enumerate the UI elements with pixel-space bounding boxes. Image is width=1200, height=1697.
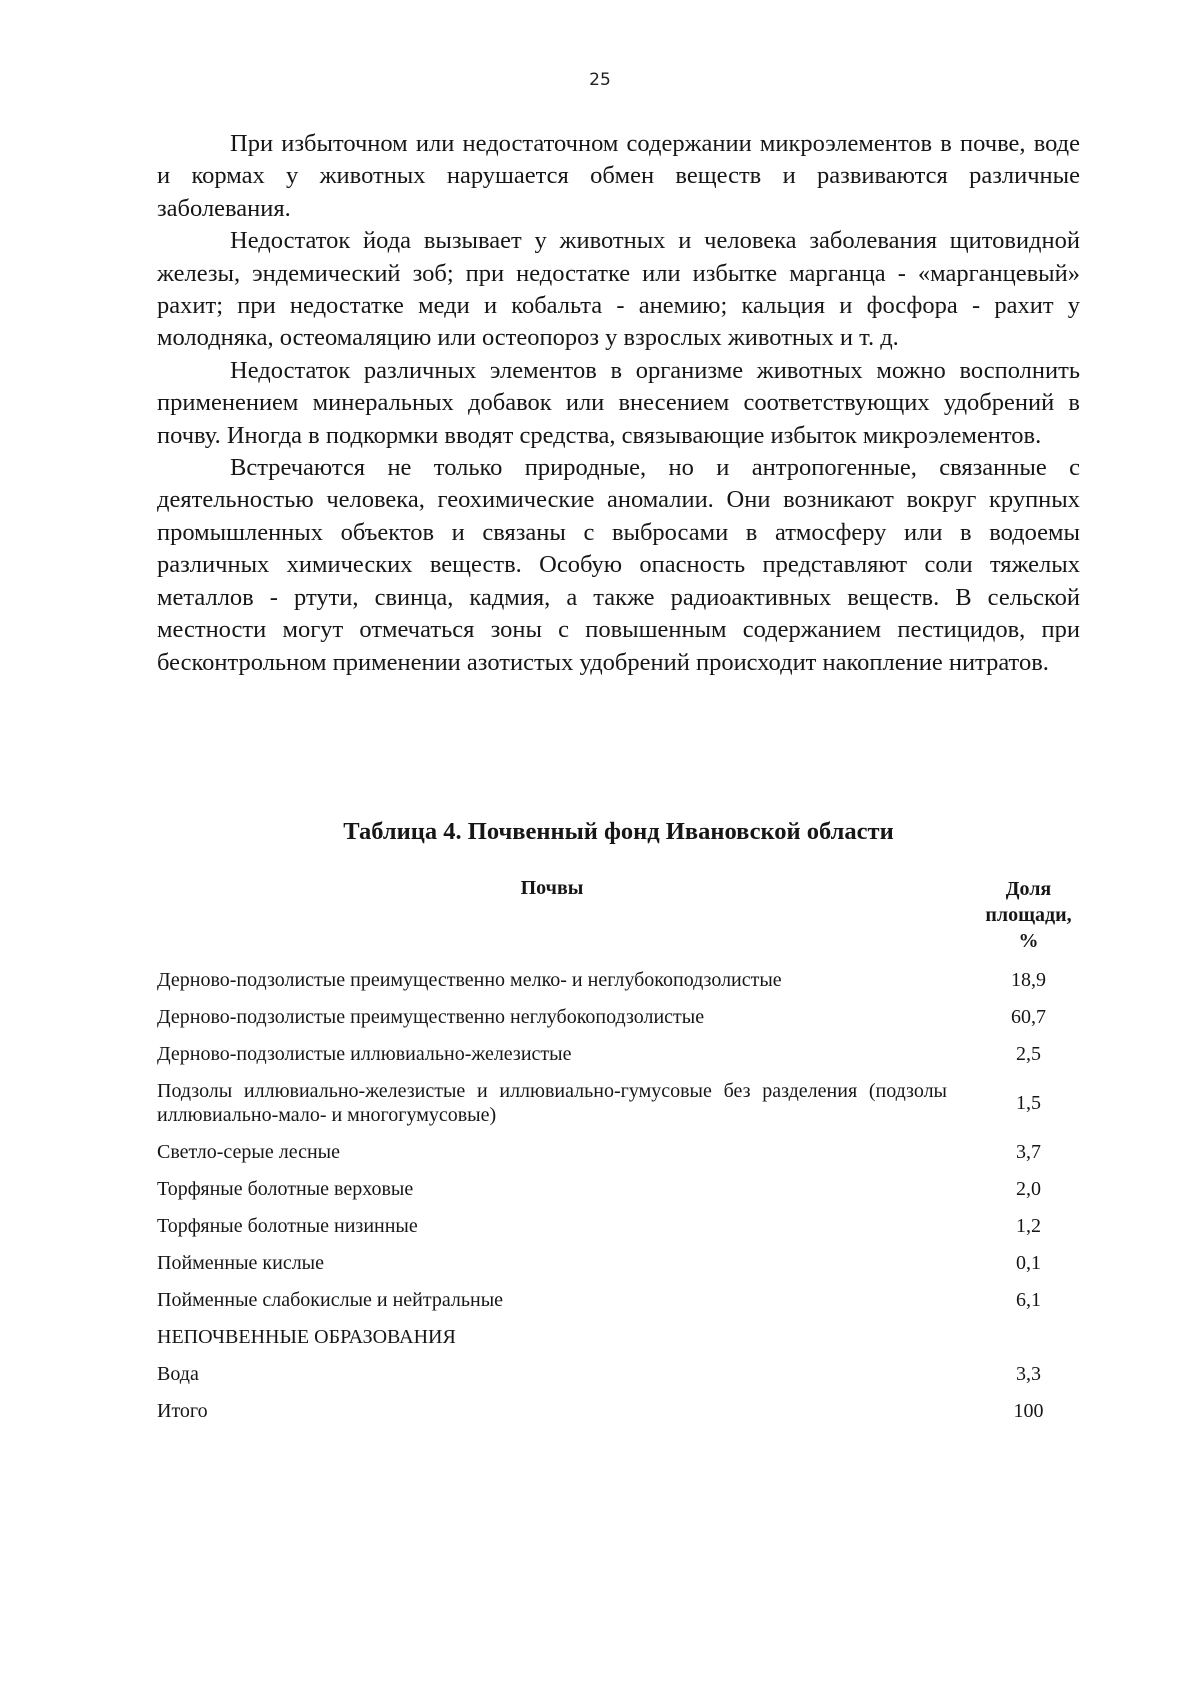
area-share-cell: 6,1 (1016, 1289, 1041, 1311)
table-row (157, 1073, 1080, 1134)
header-area-share: Доля площади, % (985, 878, 1072, 952)
area-share-cell (977, 1319, 1080, 1356)
area-share-cell: 2,5 (1016, 1043, 1041, 1065)
table-caption: Таблица 4. Почвенный фонд Ивановской области (343, 818, 894, 845)
area-share-cell: 100 (1013, 1400, 1044, 1422)
table-row (157, 962, 1080, 999)
table-header-row (157, 876, 1080, 962)
paragraph-supplements: Недостаток различных элементов в организме животных можно восполнить применением минеральных добавок или внесением соответствующих удобрений в почву. Иногда в подкормки вводят средства, связывающие избыток микроэлементов. (157, 356, 1080, 449)
area-share-cell: 1,5 (1016, 1092, 1041, 1114)
table-row (157, 1393, 1080, 1430)
paragraph-anthropogenic-anomalies: Встречаются не только природные, но и антропогенные, связанные с деятельностью человека, геохимические аномалии. Они возникают вокруг крупных промышленных объектов и связаны с выбросами в атмосферу или в водоемы различных химических веществ. Особую опасность представляют соли тяжелых металлов - ртути, свинца, кадмия, а также радиоактивных веществ. В сельской местности могут отмечаться зоны с повышенным содержанием пестицидов, при бесконтрольном применении азотистых удобрений происходит накопление нитратов. (157, 454, 1080, 676)
header-soils: Почвы (520, 877, 584, 899)
table-row (157, 1134, 1080, 1171)
area-share-cell: 18,9 (1011, 969, 1046, 991)
soil-type-cell: Светло-серые лесные (157, 1141, 340, 1163)
table-row (157, 1356, 1080, 1393)
soil-type-cell: Вода (157, 1363, 199, 1385)
soil-type-cell: Дерново-подзолистые преимущественно неглубокоподзолистые (157, 1006, 705, 1028)
soil-type-cell: Пойменные слабокислые и нейтральные (157, 1289, 504, 1311)
soil-type-cell: Итого (157, 1400, 208, 1422)
soil-type-cell: Дерново-подзолистые иллювиально-железистые (157, 1043, 572, 1065)
paragraph-microelements: При избыточном или недостаточном содержании микроэлементов в почве, воде и кормах у животных нарушается обмен веществ и развиваются различные заболевания. (157, 130, 1080, 222)
table-row (157, 1245, 1080, 1282)
table-body (157, 962, 1080, 1430)
page-number: 25 (589, 70, 611, 90)
table-row (157, 1208, 1080, 1245)
soil-fund-table (157, 876, 1080, 1430)
paragraph-deficiency-diseases: Недостаток йода вызывает у животных и человека заболевания щитовидной железы, эндемический зоб; при недостатке или избытке марганца - «марганцевый» рахит; при недостатке меди и кобальта - анемию; кальция и фосфора - рахит у молодняка, остеомаляцию или остеопороз у взрослых животных и т. д. (157, 227, 1080, 352)
table-row (157, 1171, 1080, 1208)
soil-type-cell: Торфяные болотные низинные (157, 1215, 418, 1237)
area-share-cell: 3,3 (1016, 1363, 1041, 1385)
area-share-cell: 0,1 (1016, 1252, 1041, 1274)
soil-type-cell: Пойменные кислые (157, 1252, 324, 1274)
body-text (157, 128, 1080, 679)
table-row (157, 1319, 1080, 1356)
soil-type-cell: НЕПОЧВЕННЫЕ ОБРАЗОВАНИЯ (157, 1326, 456, 1348)
table-row (157, 1036, 1080, 1073)
soil-type-cell: Подзолы иллювиально-железистые и иллювиально-гумусовые без разделения (подзолы иллювиально-мало- и многогумусовые) (157, 1080, 947, 1126)
table-row (157, 1282, 1080, 1319)
area-share-cell: 60,7 (1011, 1006, 1046, 1028)
soil-type-cell: Дерново-подзолистые преимущественно мелко- и неглубокоподзолистые (157, 969, 782, 991)
table-row (157, 999, 1080, 1036)
area-share-cell: 3,7 (1016, 1141, 1041, 1163)
soil-type-cell: Торфяные болотные верховые (157, 1178, 414, 1200)
area-share-cell: 2,0 (1016, 1178, 1041, 1200)
area-share-cell: 1,2 (1016, 1215, 1041, 1237)
